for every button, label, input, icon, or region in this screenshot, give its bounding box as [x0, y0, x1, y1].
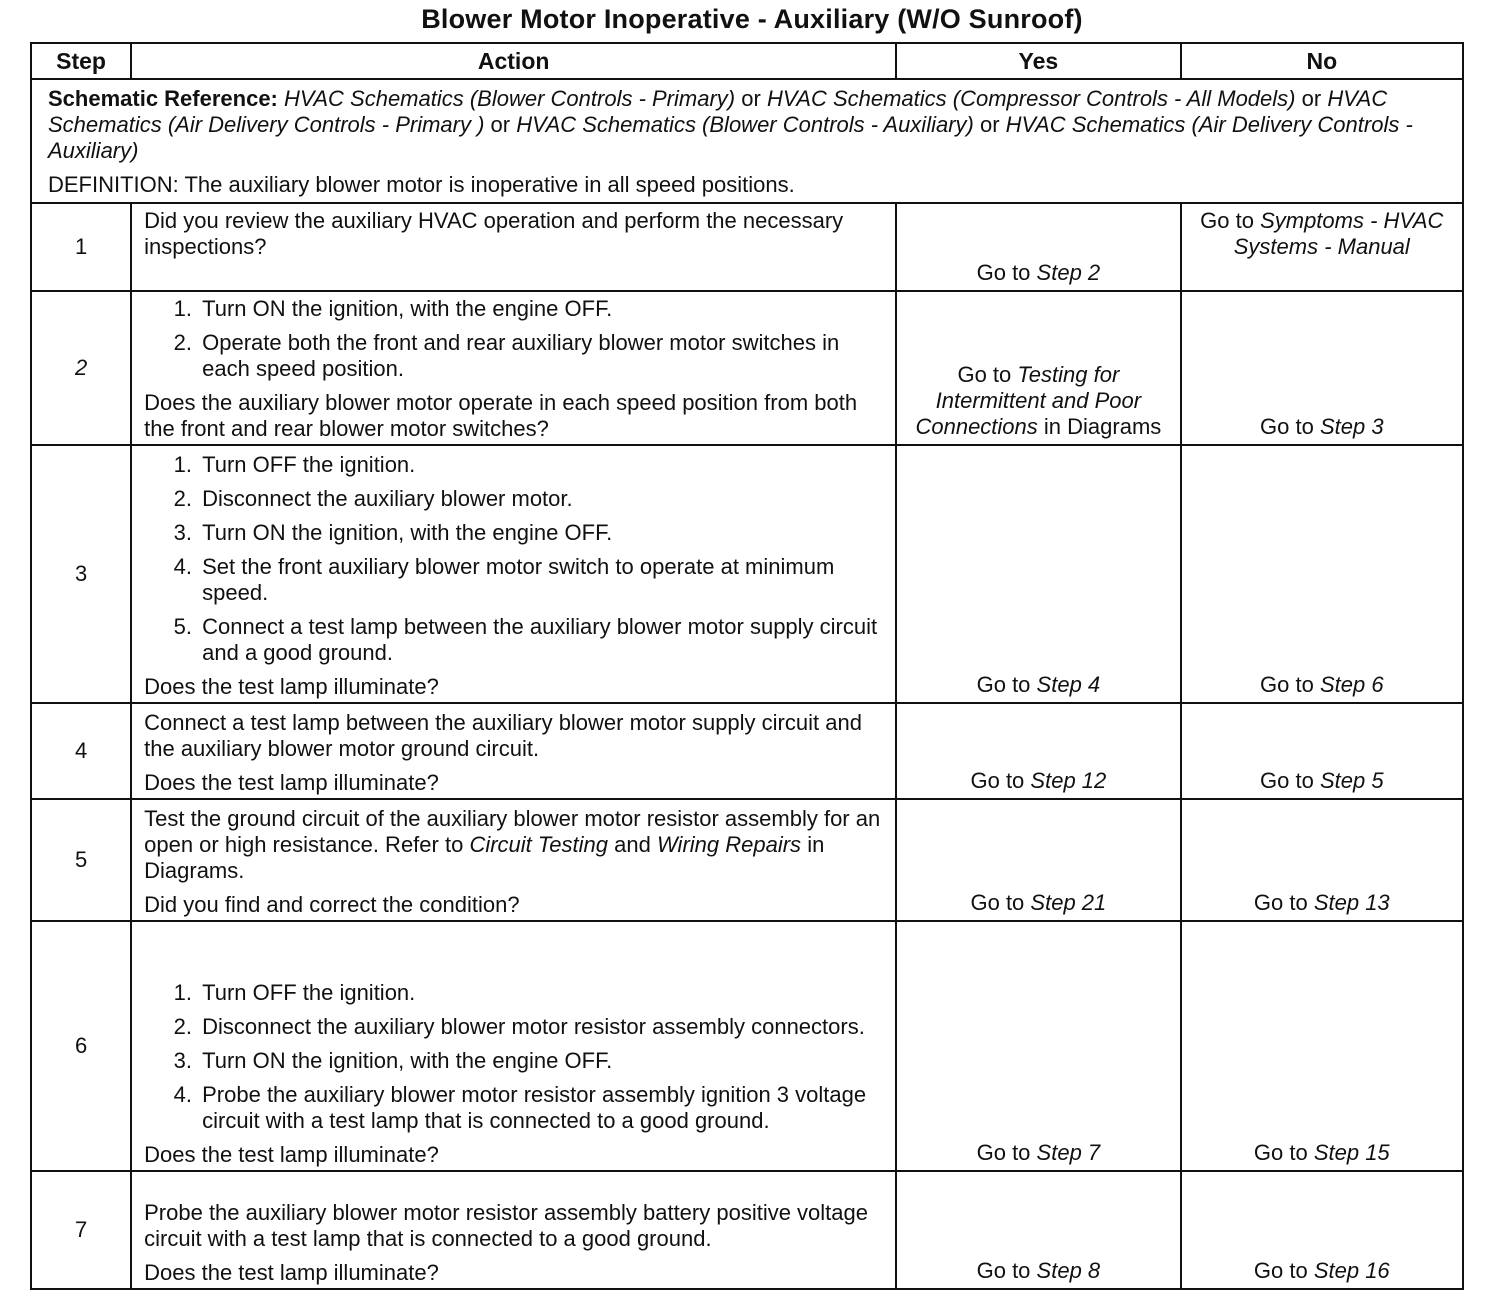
step-yes — [896, 291, 1180, 445]
step-number: 1 — [31, 203, 131, 291]
step-no — [1181, 291, 1463, 445]
list-item: 2. Operate both the front and rear auxiliary blower motor switches in each speed position. — [198, 330, 885, 382]
step-row-4 — [31, 703, 1463, 799]
step-question: Does the auxiliary blower motor operate in each speed position from both the front and rear blower motor switches? — [144, 390, 858, 441]
instruction-text: in Diagrams. — [144, 832, 825, 883]
step-list — [144, 296, 885, 382]
step-list — [144, 452, 885, 666]
go-to-text: Go to — [1260, 768, 1314, 793]
schematic-label: Schematic Reference: — [48, 86, 278, 111]
yes-target: Step 8 — [1036, 1258, 1101, 1283]
in-text: in — [1043, 414, 1062, 439]
step-number: 2 — [31, 291, 131, 445]
list-item: 3. Turn ON the ignition, with the engine OFF. — [198, 520, 885, 546]
or-text: or — [741, 86, 761, 111]
step-row-2 — [31, 291, 1463, 445]
list-item: 4. Probe the auxiliary blower motor resistor assembly ignition 3 voltage circuit with a test lamp that is connected to a good ground. — [198, 1082, 885, 1134]
reference-link: Wiring Repairs — [656, 832, 802, 857]
go-to-text: Go to — [1200, 208, 1254, 233]
step-number: 4 — [31, 703, 131, 799]
go-to-text: Go to — [1253, 1140, 1308, 1165]
document-title: Blower Motor Inoperative - Auxiliary (W/O Sunroof) — [421, 4, 1083, 34]
step-action — [131, 291, 896, 445]
step-action — [131, 445, 896, 703]
step-instruction — [144, 806, 885, 884]
header-no: No — [1181, 43, 1463, 79]
list-item: 3. Turn ON the ignition, with the engine OFF. — [198, 1048, 885, 1074]
go-to-text: Go to — [1260, 672, 1314, 697]
go-to-text: Go to — [970, 768, 1025, 793]
yes-target: Testing for Intermittent and Poor Connections — [915, 362, 1142, 439]
yes-target: Step 4 — [1036, 672, 1101, 697]
list-item: 1. Turn OFF the ignition. — [198, 980, 885, 1006]
step-yes — [896, 203, 1180, 291]
or-text: or — [979, 112, 1000, 137]
step-no — [1181, 203, 1463, 291]
step-action — [131, 703, 896, 799]
step-no — [1181, 703, 1463, 799]
no-target: Step 13 — [1313, 890, 1390, 915]
schematic-ref-4: HVAC Schematics (Blower Controls - Auxiliary) — [516, 112, 974, 137]
list-item: 2. Disconnect the auxiliary blower motor resistor assembly connectors. — [198, 1014, 885, 1040]
diagnostic-table — [30, 42, 1464, 1290]
list-item: 1. Turn ON the ignition, with the engine OFF. — [198, 296, 885, 322]
go-to-text: Go to — [976, 1140, 1031, 1165]
schematic-ref-1: HVAC Schematics (Blower Controls - Primary) — [284, 86, 736, 111]
yes-target: Step 7 — [1036, 1140, 1101, 1165]
step-instruction: Probe the auxiliary blower motor resistor assembly battery positive voltage circuit with a test lamp that is connected to a good ground. — [144, 1200, 868, 1251]
go-to-text: Go to — [976, 260, 1031, 285]
step-yes — [896, 445, 1180, 703]
step-row-1 — [31, 203, 1463, 291]
yes-target: Step 12 — [1030, 768, 1107, 793]
reference-link: Circuit Testing — [469, 832, 609, 857]
or-text: or — [1301, 86, 1322, 111]
step-no — [1181, 799, 1463, 921]
step-question: Does the test lamp illuminate? — [144, 770, 439, 795]
step-question: Does the test lamp illuminate? — [144, 674, 439, 699]
no-target: Step 6 — [1319, 672, 1384, 697]
step-list — [144, 980, 885, 1134]
no-target: Step 5 — [1319, 768, 1384, 793]
step-action — [131, 799, 896, 921]
list-item: 1. Turn OFF the ignition. — [198, 452, 885, 478]
step-action — [131, 203, 896, 291]
step-question: Does the test lamp illuminate? — [144, 1142, 439, 1167]
step-yes — [896, 799, 1180, 921]
go-to-text: Go to — [1260, 414, 1314, 439]
and-text: and — [614, 832, 651, 857]
step-question: Did you find and correct the condition? — [144, 892, 520, 917]
schematic-ref-2: HVAC Schematics (Compressor Controls - All Models) — [766, 86, 1296, 111]
go-to-text: Go to — [957, 362, 1012, 387]
header-step: Step — [31, 43, 131, 79]
go-to-text: Go to — [976, 1258, 1031, 1283]
yes-target: Step 21 — [1030, 890, 1107, 915]
schematic-ref-5: HVAC Schematics (Air Delivery Controls - Auxiliary) — [48, 112, 1413, 163]
no-target: Step 15 — [1313, 1140, 1390, 1165]
step-number: 6 — [31, 921, 131, 1171]
schematic-ref-3: HVAC Schematics (Air Delivery Controls - Primary ) — [48, 86, 1388, 137]
go-to-text: Go to — [970, 890, 1025, 915]
instruction-text: Test the ground circuit of the auxiliary blower motor resistor assembly for an open or high resistance. Refer to — [144, 806, 881, 857]
or-text: or — [490, 112, 511, 137]
go-to-text: Go to — [1253, 1258, 1308, 1283]
schematic-reference — [31, 79, 1463, 203]
header-row — [31, 43, 1463, 79]
step-question: Does the test lamp illuminate? — [144, 1260, 439, 1285]
step-no — [1181, 1171, 1463, 1289]
go-to-text: Go to — [1253, 890, 1308, 915]
yes-target: Step 2 — [1036, 260, 1101, 285]
no-target: Step 16 — [1313, 1258, 1390, 1283]
definition: DEFINITION: The auxiliary blower motor is inoperative in all speed positions. — [48, 172, 795, 197]
step-yes — [896, 1171, 1180, 1289]
step-yes — [896, 921, 1180, 1171]
list-item: 4. Set the front auxiliary blower motor switch to operate at minimum speed. — [198, 554, 885, 606]
step-row-7 — [31, 1171, 1463, 1289]
list-item: 5. Connect a test lamp between the auxiliary blower motor supply circuit and a good ground. — [198, 614, 885, 666]
step-number: 7 — [31, 1171, 131, 1289]
go-to-text: Go to — [976, 672, 1031, 697]
no-target: Step 3 — [1319, 414, 1384, 439]
step-action — [131, 921, 896, 1171]
step-instruction: Connect a test lamp between the auxiliary blower motor supply circuit and the auxiliary blower motor ground circuit. — [144, 710, 862, 761]
step-question: Did you review the auxiliary HVAC operation and perform the necessary inspections? — [144, 208, 844, 259]
step-row-6 — [31, 921, 1463, 1171]
step-row-3 — [31, 445, 1463, 703]
step-no — [1181, 921, 1463, 1171]
step-no — [1181, 445, 1463, 703]
step-action — [131, 1171, 896, 1289]
yes-suffix: Diagrams — [1067, 414, 1162, 439]
list-item: 2. Disconnect the auxiliary blower motor. — [198, 486, 885, 512]
header-action: Action — [131, 43, 896, 79]
step-yes — [896, 703, 1180, 799]
step-row-5 — [31, 799, 1463, 921]
schematic-row — [31, 79, 1463, 203]
step-number: 3 — [31, 445, 131, 703]
header-yes: Yes — [896, 43, 1180, 79]
no-target: Symptoms - HVAC Systems - Manual — [1233, 208, 1444, 259]
schematic-text — [48, 86, 1450, 164]
step-number: 5 — [31, 799, 131, 921]
